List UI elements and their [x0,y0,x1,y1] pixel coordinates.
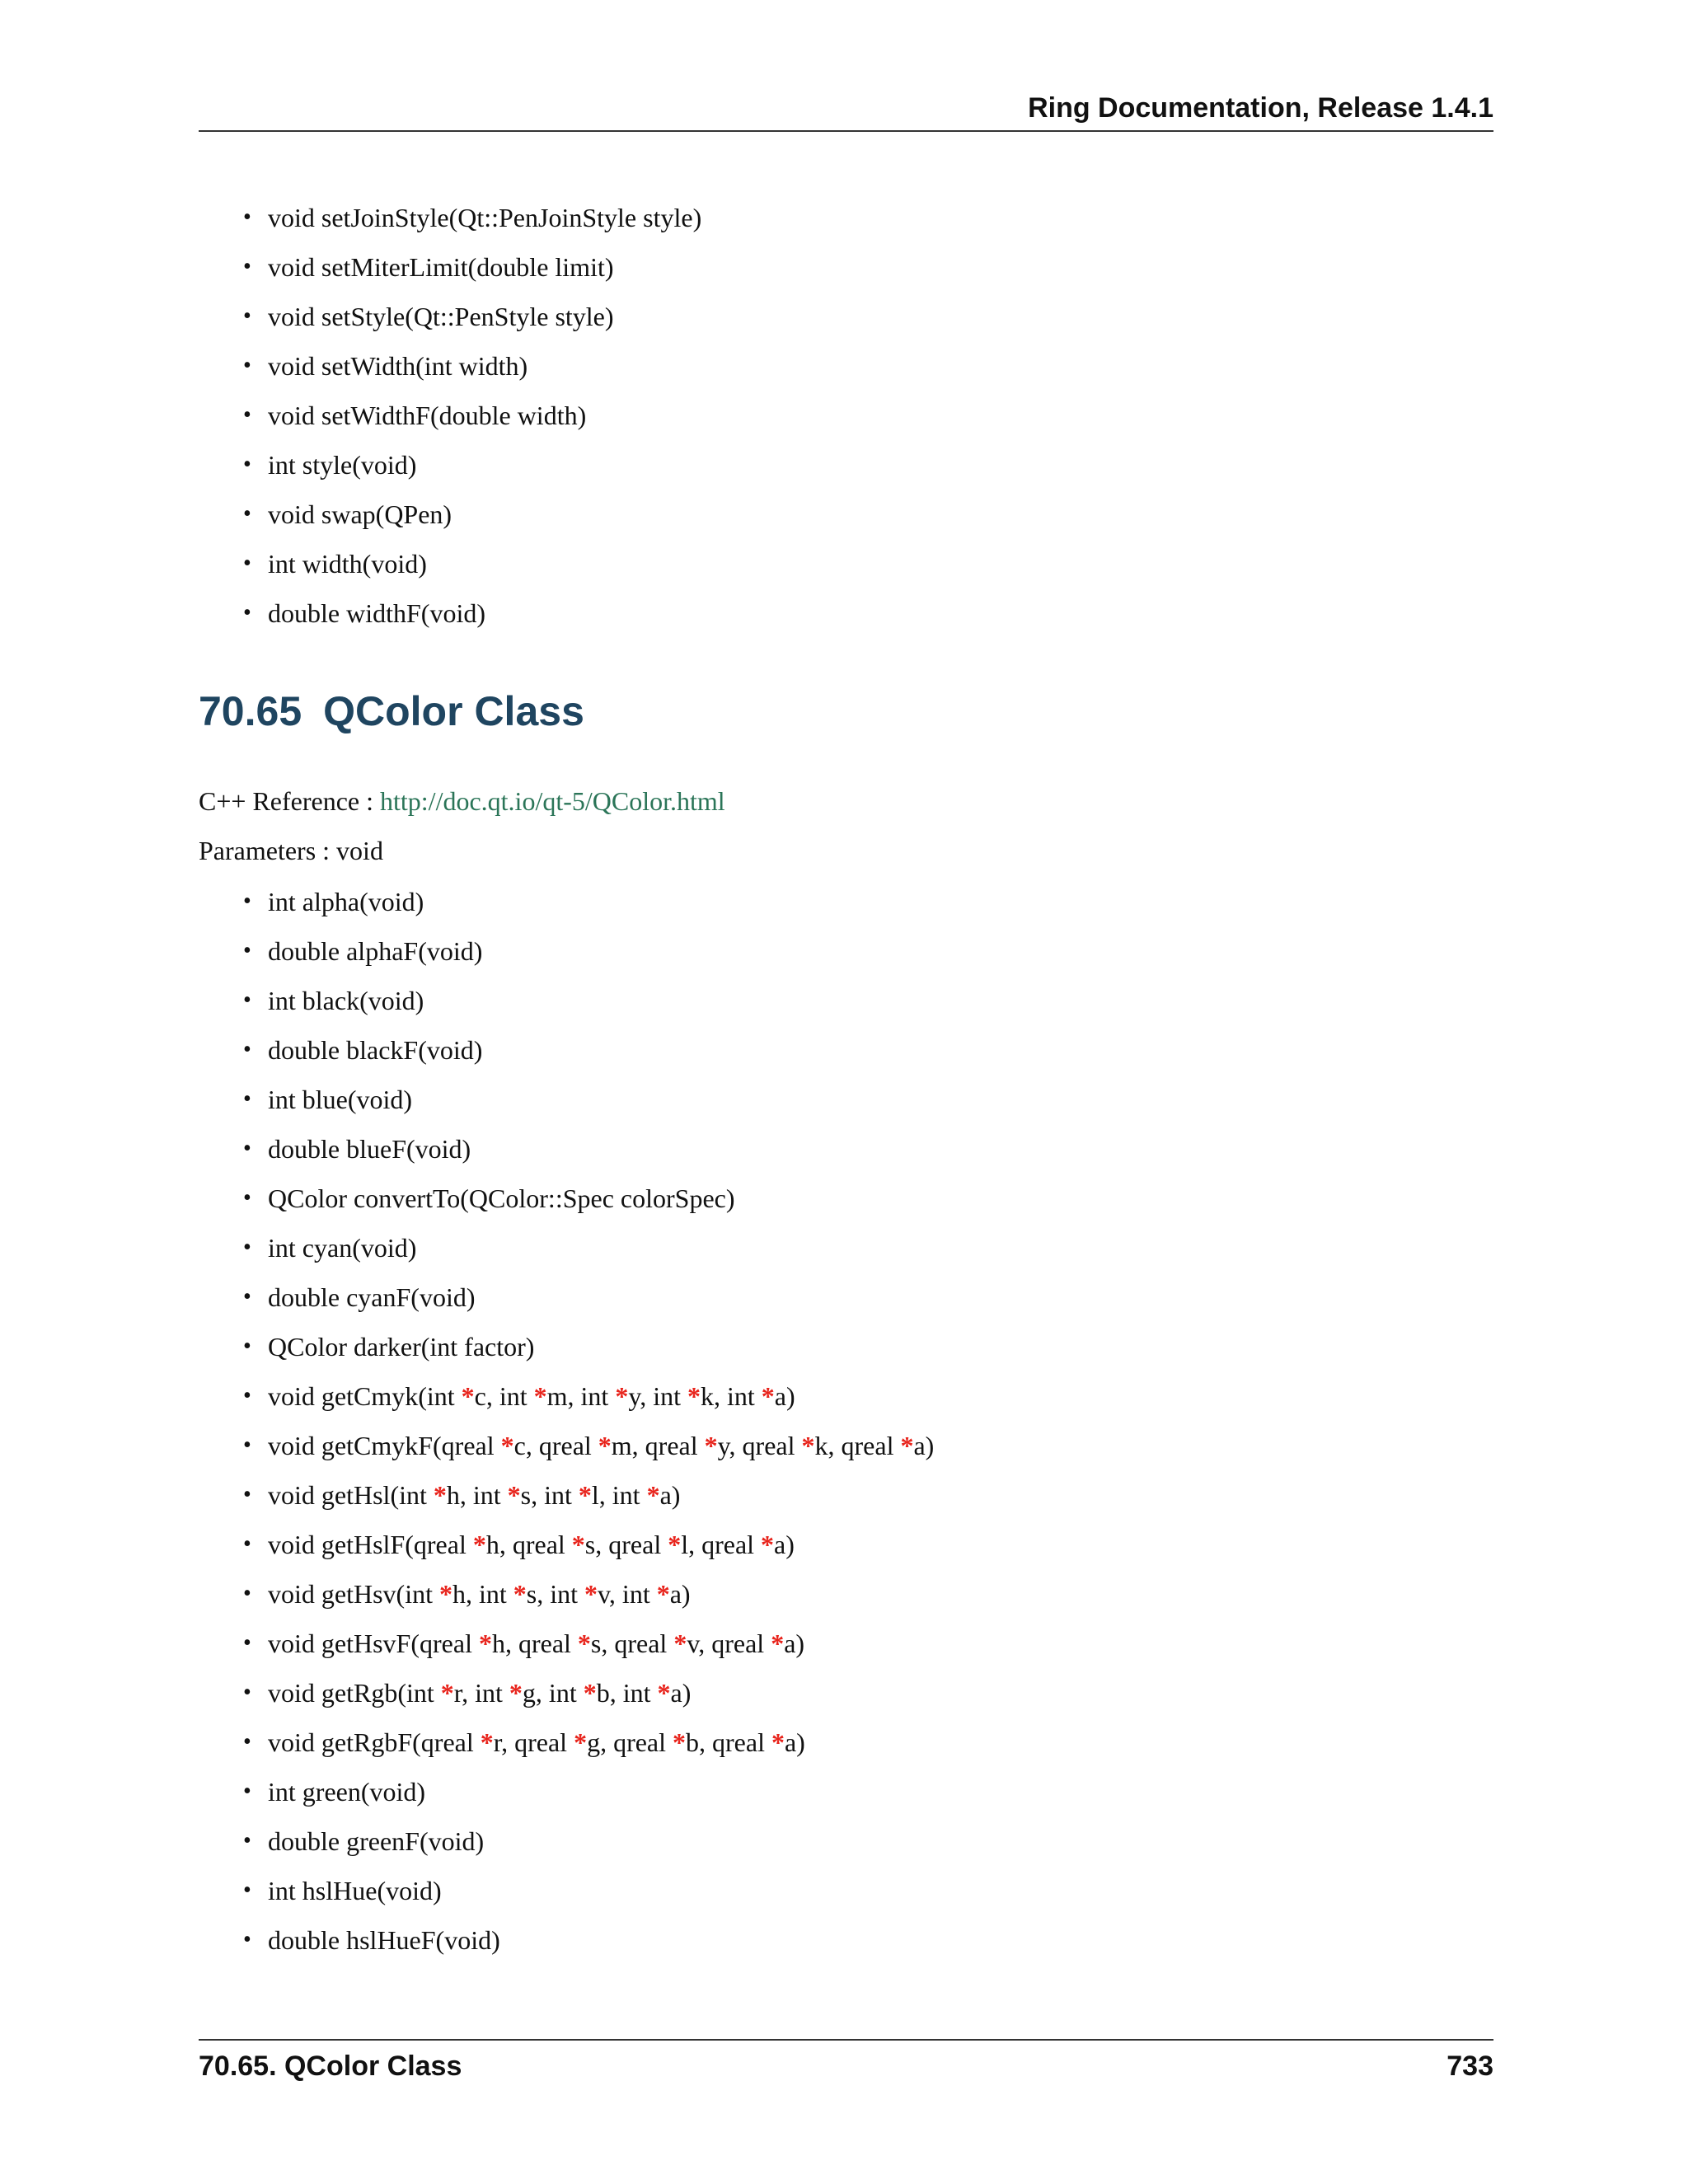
method-signature: void setMiterLimit(double limit) [268,252,614,282]
method-signature: void getCmykF(qreal *c, qreal *m, qreal *y, qreal *k, qreal *a) [268,1431,935,1460]
method-signature: void getHsl(int *h, int *s, int *l, int *a) [268,1480,681,1510]
pointer-asterisk: * [598,1431,612,1460]
bullet-icon: • [243,600,251,626]
method-signature: int blue(void) [268,1085,413,1114]
list-item [243,1668,934,1718]
list-item [243,391,701,440]
list-item [243,1421,934,1470]
list-item [243,1174,934,1223]
list-item [243,1816,934,1866]
method-signature: void setWidth(int width) [268,351,528,381]
section-number: 70.65 [199,688,302,734]
method-signature: void getHsvF(qreal *h, qreal *s, qreal *v, qreal *a) [268,1629,805,1658]
method-signature: int black(void) [268,986,424,1015]
bullet-icon: • [243,303,251,329]
list-item [243,926,934,976]
cpp-reference [199,783,725,819]
list-item [243,193,701,242]
list-item [243,490,701,539]
list-item [243,1767,934,1816]
section-title: QColor Class [323,688,584,734]
bullet-icon: • [243,402,251,428]
method-signature: double blackF(void) [268,1035,483,1065]
pointer-asterisk: * [771,1629,785,1658]
list-item [243,976,934,1025]
pointer-asterisk: * [478,1629,492,1658]
bullet-icon: • [243,551,251,576]
pointer-asterisk: * [480,1727,494,1757]
bullet-icon: • [243,1927,251,1952]
parameters-line: Parameters : void [199,836,383,865]
bullet-icon: • [243,987,251,1013]
method-signature: int style(void) [268,450,417,480]
page-number: 733 [1447,2050,1493,2082]
method-signature: int cyan(void) [268,1233,417,1263]
list-item [243,1569,934,1619]
pointer-asterisk: * [577,1629,591,1658]
list-item [243,1322,934,1371]
method-signature: double greenF(void) [268,1826,485,1856]
pointer-asterisk: * [646,1480,660,1510]
pointer-asterisk: * [571,1530,585,1559]
method-signature: double alphaF(void) [268,936,483,966]
page-footer [199,2039,1493,2090]
list-item [243,877,934,926]
pointer-asterisk: * [440,1678,454,1708]
list-item [243,588,701,638]
reference-link[interactable]: http://doc.qt.io/qt-5/QColor.html [380,786,725,816]
list-item [243,1124,934,1174]
list-item [243,1718,934,1767]
method-signature: QColor convertTo(QColor::Spec colorSpec) [268,1183,735,1213]
method-signature: QColor darker(int factor) [268,1332,535,1361]
method-signature: void swap(QPen) [268,499,452,529]
method-signature: void getCmyk(int *c, int *m, int *y, int *k, int *a) [268,1381,795,1411]
bullet-icon: • [243,1284,251,1310]
pointer-asterisk: * [761,1381,775,1411]
reference-label: C++ Reference : [199,786,380,816]
pointer-asterisk: * [509,1678,523,1708]
pointer-asterisk: * [704,1431,718,1460]
bullet-icon: • [243,1828,251,1854]
list-item [243,1223,934,1272]
page-header [199,89,1493,132]
bullet-icon: • [243,1877,251,1903]
pointer-asterisk: * [533,1381,547,1411]
bullet-icon: • [243,1630,251,1656]
pointer-asterisk: * [584,1579,598,1609]
method-signature: int hslHue(void) [268,1876,442,1905]
qcolor-method-list [243,877,934,1965]
bullet-icon: • [243,1185,251,1211]
list-item [243,440,701,490]
method-signature: void getHsv(int *h, int *s, int *v, int *a) [268,1579,691,1609]
pointer-asterisk: * [673,1727,687,1757]
header-title: Ring Documentation, Release 1.4.1 [1028,92,1493,124]
pointer-asterisk: * [900,1431,914,1460]
pointer-asterisk: * [438,1579,452,1609]
pointer-asterisk: * [771,1727,785,1757]
footer-section: 70.65. QColor Class [199,2050,462,2082]
method-signature: void setJoinStyle(Qt::PenJoinStyle style) [268,203,702,232]
pointer-asterisk: * [574,1727,588,1757]
method-signature: void setStyle(Qt::PenStyle style) [268,302,614,331]
method-signature: void getRgb(int *r, int *g, int *b, int *a) [268,1678,692,1708]
list-item [243,1520,934,1569]
method-signature: int alpha(void) [268,887,424,916]
pointer-asterisk: * [472,1530,486,1559]
list-item [243,1371,934,1421]
pointer-asterisk: * [761,1530,775,1559]
list-item [243,1619,934,1668]
bullet-icon: • [243,1581,251,1606]
pointer-asterisk: * [657,1678,671,1708]
method-signature: void getHslF(qreal *h, qreal *s, qreal *l, qreal *a) [268,1530,795,1559]
pointer-asterisk: * [433,1480,447,1510]
method-signature: double blueF(void) [268,1134,471,1164]
bullet-icon: • [243,1482,251,1507]
section-heading [199,687,584,735]
bullet-icon: • [243,1531,251,1557]
pointer-asterisk: * [461,1381,475,1411]
bullet-icon: • [243,452,251,477]
method-signature: void getRgbF(qreal *r, qreal *g, qreal *b, qreal *a) [268,1727,805,1757]
list-item [243,1470,934,1520]
method-signature: double widthF(void) [268,598,485,628]
list-item [243,1915,934,1965]
pointer-asterisk: * [513,1579,527,1609]
bullet-icon: • [243,1037,251,1062]
list-item [243,1025,934,1075]
bullet-icon: • [243,1729,251,1755]
bullet-icon: • [243,1680,251,1705]
bullet-icon: • [243,1086,251,1112]
pointer-asterisk: * [668,1530,682,1559]
method-signature: double cyanF(void) [268,1282,476,1312]
list-item [243,539,701,588]
pointer-asterisk: * [500,1431,514,1460]
qpen-method-list [243,193,701,638]
pointer-asterisk: * [583,1678,597,1708]
pointer-asterisk: * [615,1381,629,1411]
pointer-asterisk: * [507,1480,521,1510]
pointer-asterisk: * [656,1579,670,1609]
bullet-icon: • [243,204,251,230]
bullet-icon: • [243,938,251,963]
method-signature: int green(void) [268,1777,426,1807]
bullet-icon: • [243,1333,251,1359]
method-signature: double hslHueF(void) [268,1925,500,1955]
bullet-icon: • [243,1432,251,1458]
pointer-asterisk: * [801,1431,815,1460]
list-item [243,341,701,391]
pointer-asterisk: * [578,1480,592,1510]
bullet-icon: • [243,254,251,279]
bullet-icon: • [243,888,251,914]
list-item [243,1866,934,1915]
pointer-asterisk: * [673,1629,687,1658]
bullet-icon: • [243,1136,251,1161]
pointer-asterisk: * [687,1381,701,1411]
list-item [243,1272,934,1322]
method-signature: void setWidthF(double width) [268,401,587,430]
bullet-icon: • [243,1383,251,1408]
bullet-icon: • [243,1779,251,1804]
list-item [243,292,701,341]
method-signature: int width(void) [268,549,427,579]
list-item [243,1075,934,1124]
bullet-icon: • [243,1235,251,1260]
list-item [243,242,701,292]
bullet-icon: • [243,353,251,378]
bullet-icon: • [243,501,251,527]
